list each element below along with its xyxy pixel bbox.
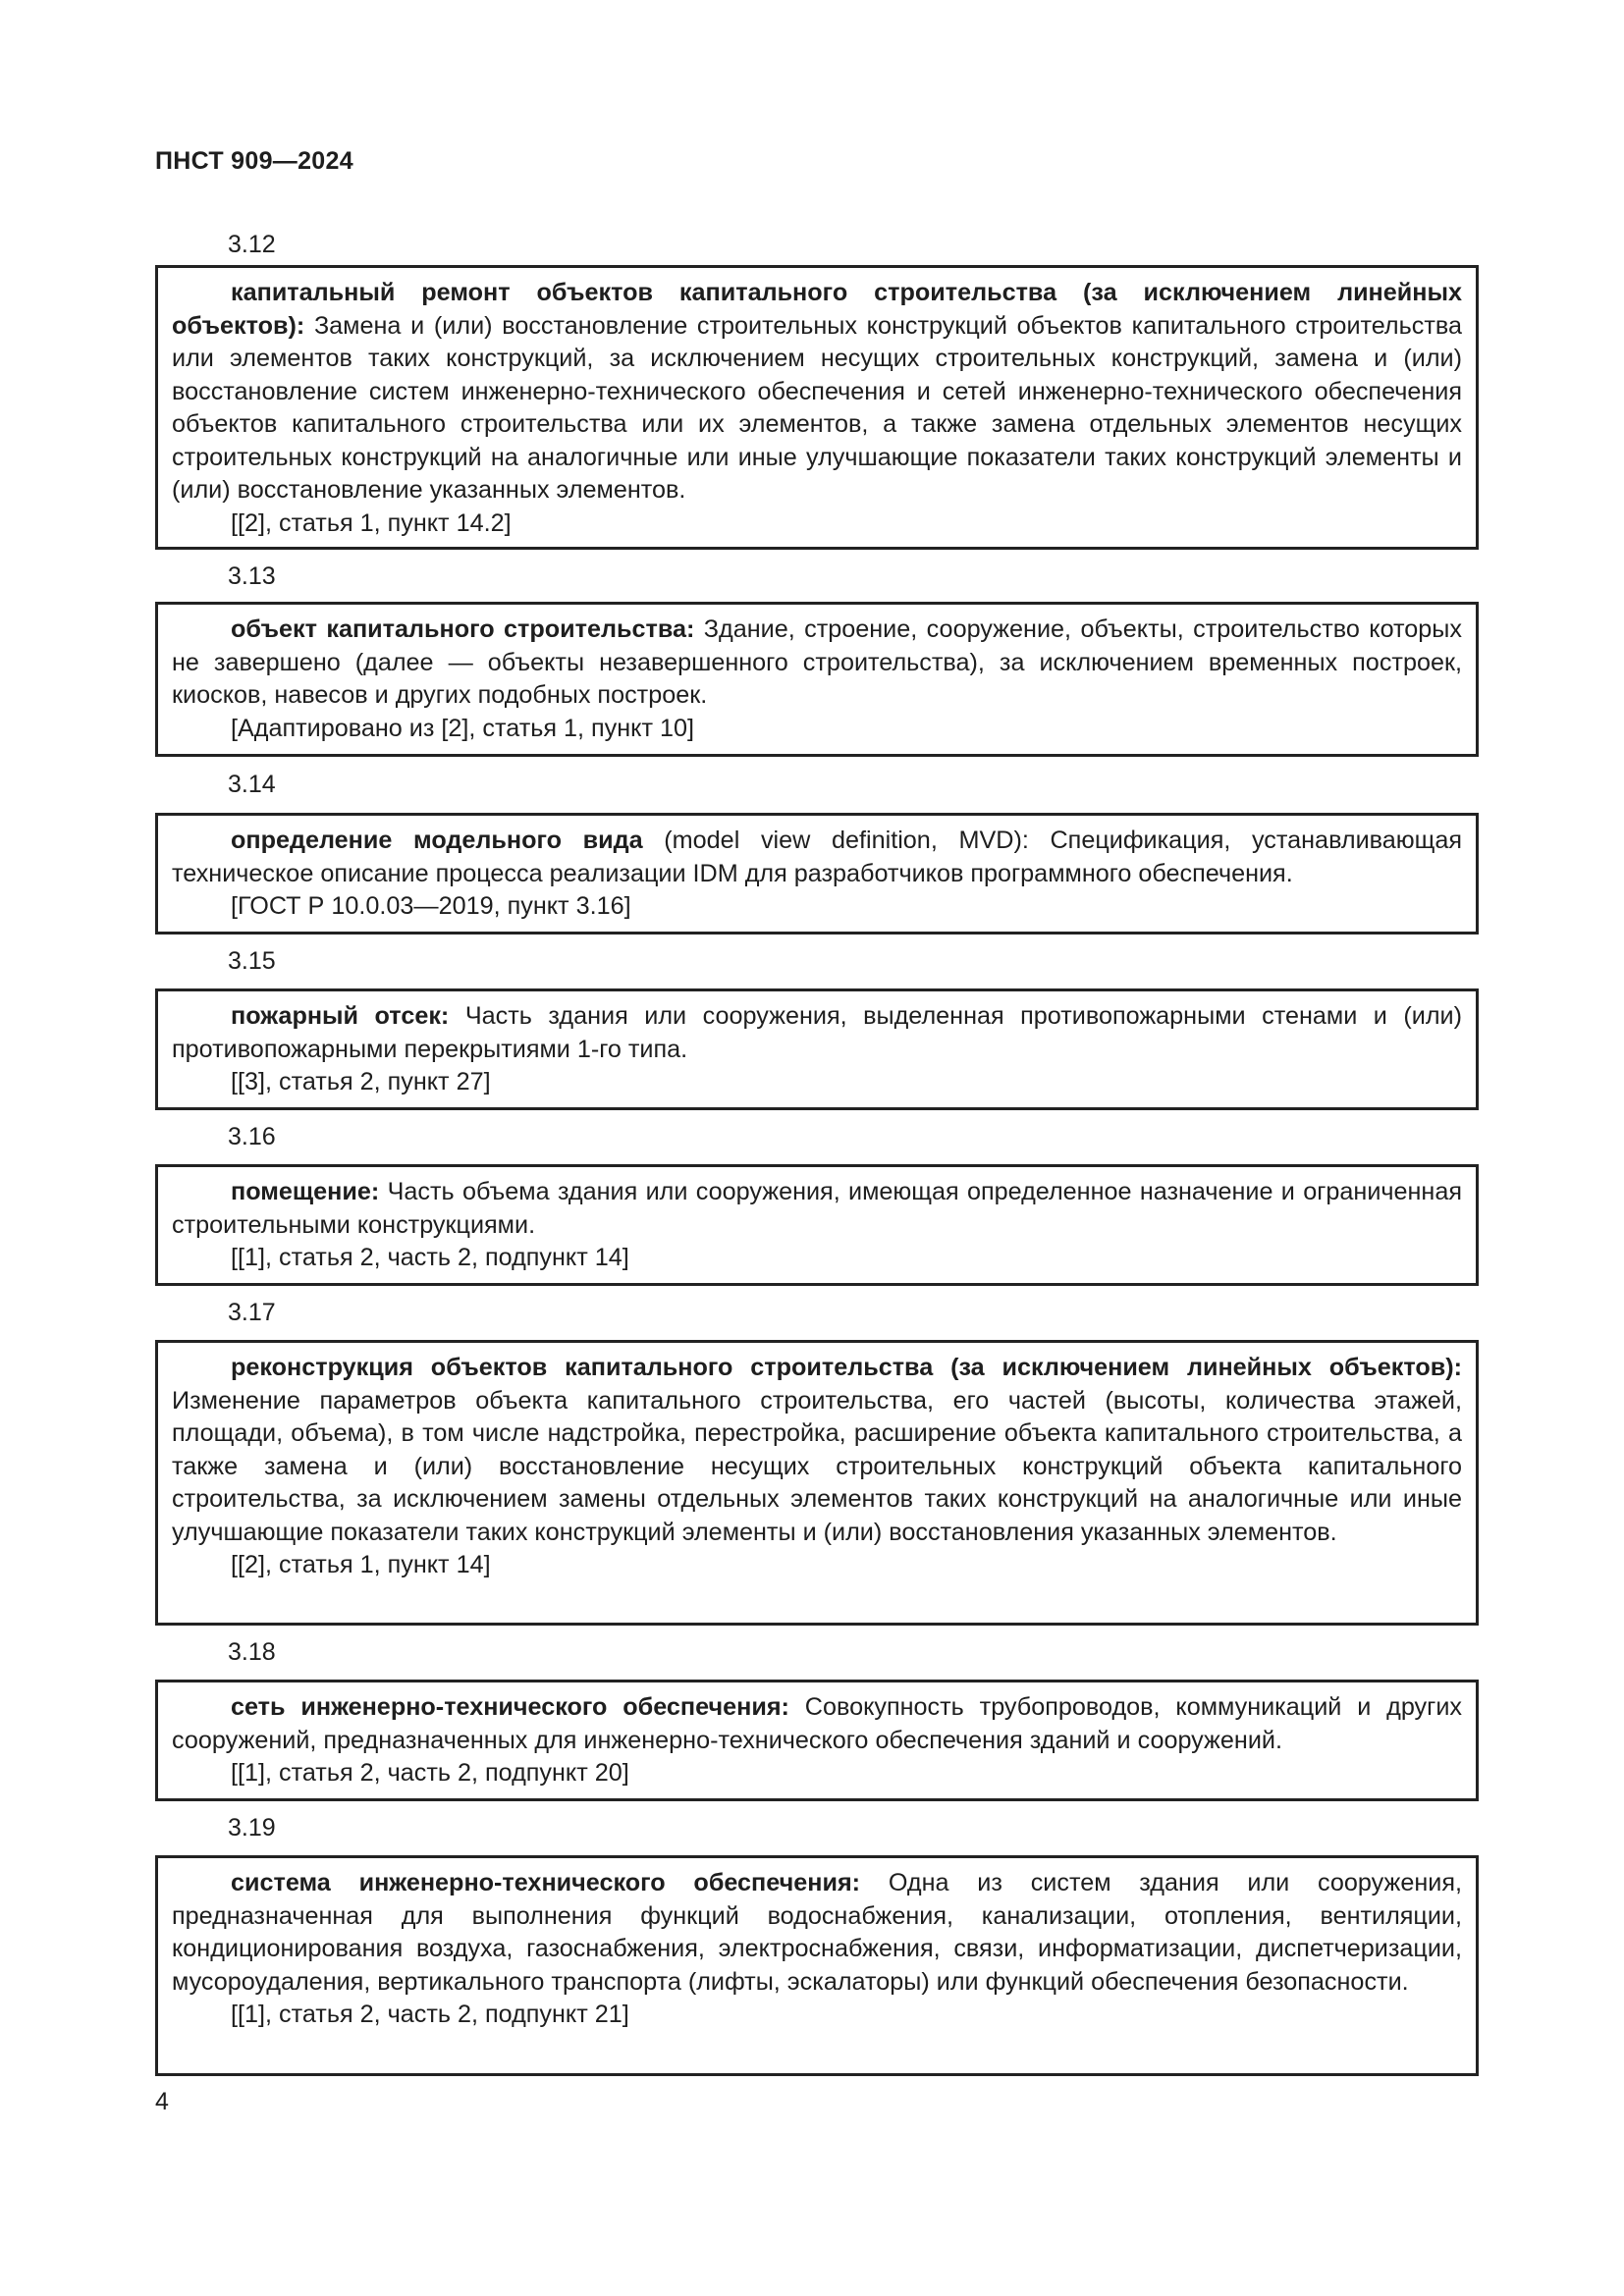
term-entry	[155, 1164, 1479, 1286]
term-paragraph	[172, 1176, 1462, 1242]
term-paragraph	[172, 1867, 1462, 1999]
term-entry	[155, 1340, 1479, 1626]
term-title: система инженерно-технического обеспечения:	[231, 1869, 861, 1896]
term-definition: (model view definition, MVD): Спецификация, устанавливающая техническое описание процесса реализации IDM для разработчиков программного обеспечения.	[172, 827, 1463, 887]
term-paragraph	[172, 1000, 1462, 1066]
term-number: 3.16	[228, 1123, 276, 1150]
term-paragraph	[172, 277, 1462, 507]
term-number: 3.19	[228, 1814, 276, 1842]
term-entry	[155, 988, 1479, 1110]
term-paragraph	[172, 614, 1462, 713]
document-header: ПНСТ 909—2024	[155, 147, 353, 175]
term-number: 3.17	[228, 1299, 276, 1326]
term-entry	[155, 1680, 1479, 1801]
term-source: [[1], статья 2, часть 2, подпункт 14]	[231, 1244, 629, 1271]
term-entry	[155, 602, 1479, 757]
term-source: [[1], статья 2, часть 2, подпункт 20]	[231, 1759, 629, 1787]
term-title: определение модельного вида	[231, 827, 643, 854]
term-definition: Совокупность трубопроводов, коммуникаций и других сооружений, предназначенных для инженерно-технического обеспечения зданий и сооружений.	[172, 1693, 1462, 1754]
term-definition: Изменение параметров объекта капитального строительства, его частей (высоты, количества этажей, площади, объема), в том числе надстройка, перестройка, расширение объекта капитального строительства, а также замена и (или) восстановление несущих строительных конструкций объекта капитального строительства, за исключением замены отдельных элементов таких конструкций на аналогичные или иные улучшающие показатели таких конструкций элементы и (или) восстановления указанных элементов.	[172, 1386, 1462, 1546]
term-title: пожарный отсек:	[231, 1002, 450, 1030]
term-number: 3.15	[228, 947, 276, 975]
term-paragraph	[172, 825, 1462, 890]
term-source: [Адаптировано из [2], статья 1, пункт 10]	[231, 714, 694, 742]
term-definition: Одна из систем здания или сооружения, предназначенная для выполнения функций водоснабжения, канализации, отопления, вентиляции, кондиционирования воздуха, газоснабжения, электроснабжения, связи, информатизации, диспетчеризации, мусороудаления, вертикального транспорта (лифты, эскалаторы) или функций обеспечения безопасности.	[172, 1869, 1462, 1996]
term-title: помещение:	[231, 1178, 380, 1205]
term-title: объект капитального строительства:	[231, 615, 695, 643]
term-source: [[1], статья 2, часть 2, подпункт 21]	[231, 2001, 629, 2028]
term-number: 3.14	[228, 771, 276, 798]
term-number: 3.12	[228, 231, 276, 258]
term-paragraph	[172, 1352, 1462, 1549]
term-source: [ГОСТ Р 10.0.03—2019, пункт 3.16]	[231, 892, 631, 920]
term-number: 3.18	[228, 1638, 276, 1666]
term-entry	[155, 265, 1479, 550]
term-title: сеть инженерно-технического обеспечения:	[231, 1693, 789, 1721]
term-definition: Здание, строение, сооружение, объекты, строительство которых не завершено (далее — объекты незавершенного строительства), за исключением временных построек, киосков, навесов и других подобных построек.	[172, 615, 1462, 709]
term-definition: Часть объема здания или сооружения, имеющая определенное назначение и ограниченная строительными конструкциями.	[172, 1178, 1462, 1239]
term-definition: Часть здания или сооружения, выделенная противопожарными стенами и (или) противопожарными перекрытиями 1-го типа.	[172, 1002, 1462, 1063]
term-entry	[155, 1855, 1479, 2076]
term-paragraph	[172, 1691, 1462, 1757]
term-number: 3.13	[228, 562, 276, 590]
term-title: капитальный ремонт объектов капитального строительства (за исключением линейных объектов):	[172, 279, 1462, 340]
term-definition: Замена и (или) восстановление строительных конструкций объектов капитального строительства или элементов таких конструкций, за исключением несущих строительных конструкций, замена и (или) восстановление систем инженерно-технического обеспечения и сетей инженерно-технического обеспечения объектов капитального строительства или их элементов, а также замена отдельных элементов несущих строительных конструкций на аналогичные или иные улучшающие показатели таких конструкций элементы и (или) восстановление указанных элементов.	[172, 311, 1462, 504]
term-source: [[2], статья 1, пункт 14.2]	[231, 508, 512, 537]
term-entry	[155, 813, 1479, 934]
term-source: [[2], статья 1, пункт 14]	[231, 1551, 491, 1578]
term-title: реконструкция объектов капитального строительства (за исключением линейных объектов):	[231, 1354, 1462, 1381]
page-number: 4	[155, 2088, 169, 2115]
term-source: [[3], статья 2, пункт 27]	[231, 1068, 491, 1095]
